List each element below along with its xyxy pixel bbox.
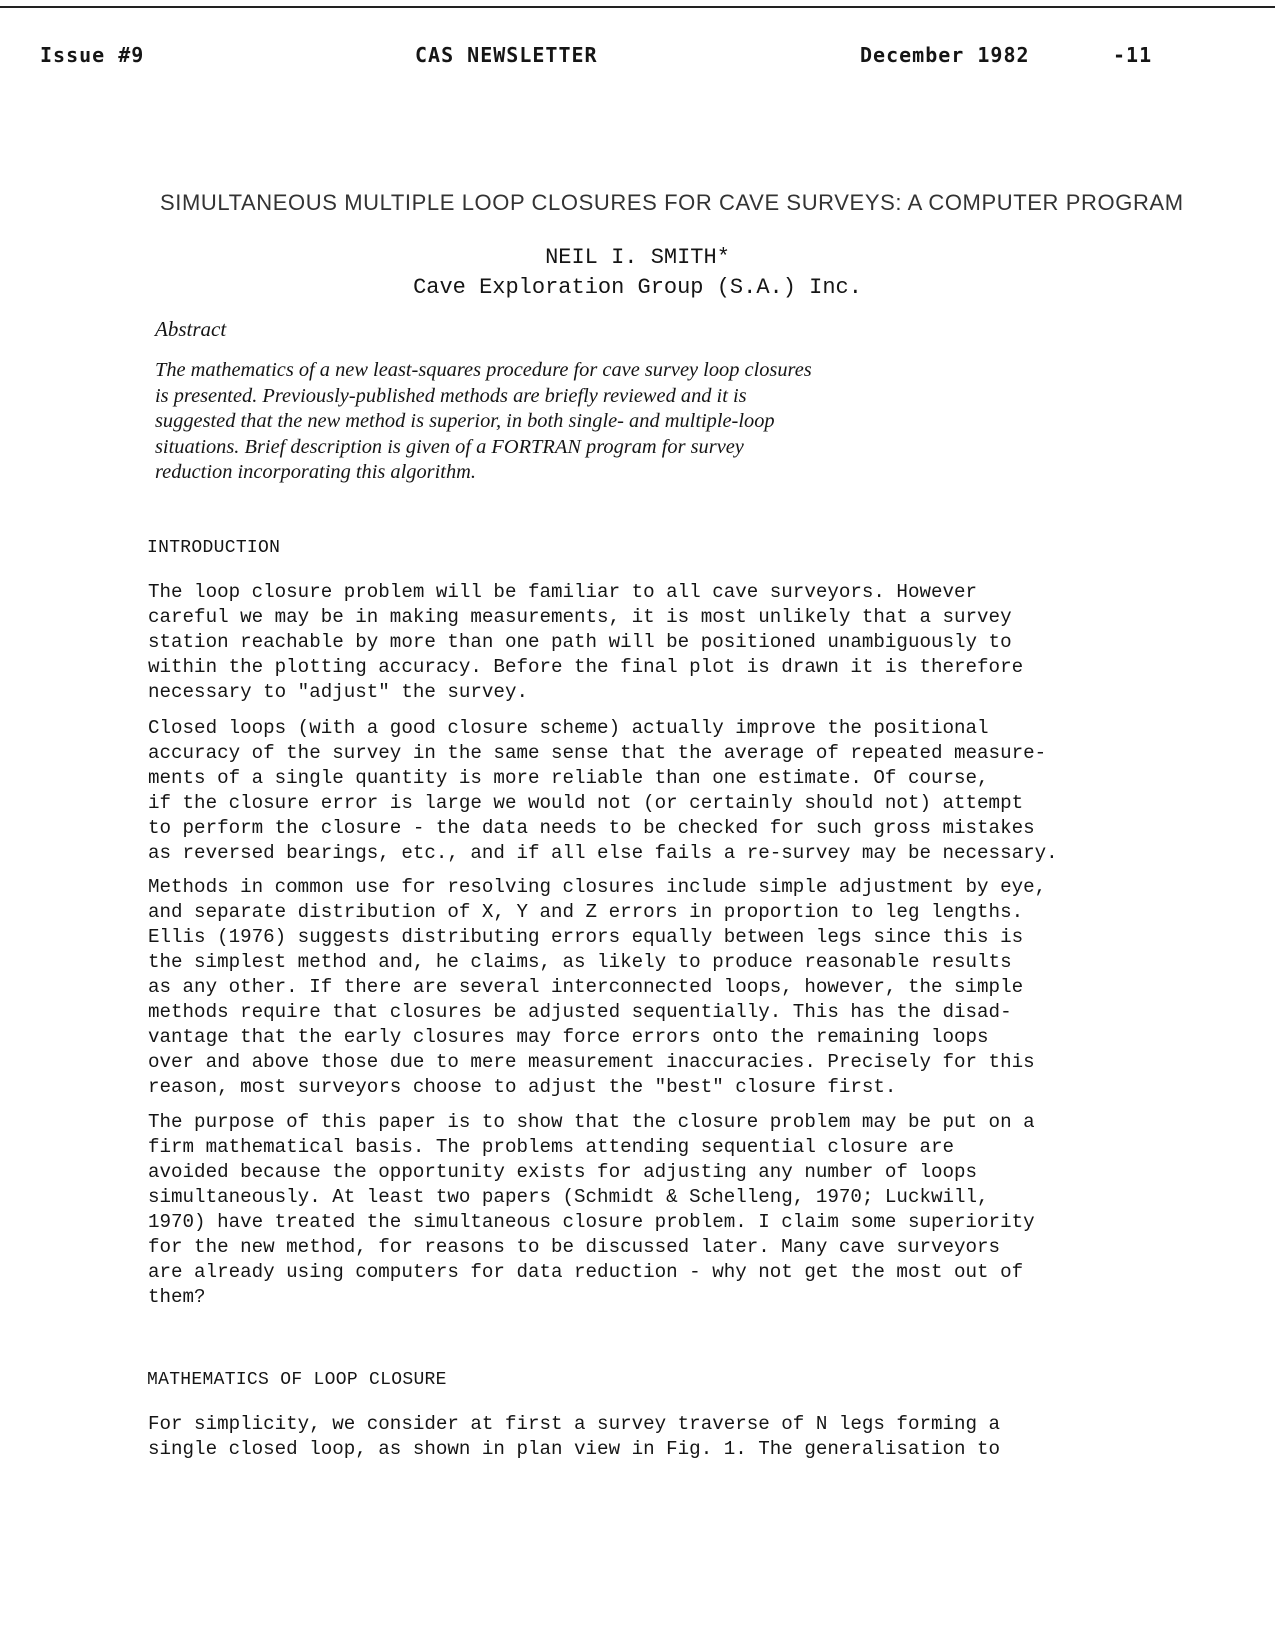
text-line: as any other. If there are several interconnected loops, however, the simple <box>148 976 1024 998</box>
text-line: simultaneously. At least two papers (Schmidt & Schelleng, 1970; Luckwill, <box>148 1186 989 1208</box>
paragraph <box>148 1110 1148 1310</box>
page-header <box>0 43 1275 73</box>
text-line: firm mathematical basis. The problems attending sequential closure are <box>148 1136 955 1158</box>
paragraph <box>148 875 1148 1100</box>
author-affiliation: Cave Exploration Group (S.A.) Inc. <box>413 275 862 300</box>
text-line: is presented. Previously-published methods are briefly reviewed and it is <box>155 384 747 407</box>
text-line: station reachable by more than one path will be positioned unambiguously to <box>148 631 1012 653</box>
text-line: over and above those due to mere measurement inaccuracies. Precisely for this <box>148 1051 1035 1073</box>
text-line: The loop closure problem will be familiar to all cave surveyors. However <box>148 581 978 603</box>
text-line: for the new method, for reasons to be discussed later. Many cave surveyors <box>148 1236 1001 1258</box>
text-line: reason, most surveyors choose to adjust the "best" closure first. <box>148 1076 897 1098</box>
page-number: -11 <box>1113 43 1153 67</box>
text-line: careful we may be in making measurements, it is most unlikely that a survey <box>148 606 1012 628</box>
text-line: For simplicity, we consider at first a survey traverse of N legs forming a <box>148 1413 1001 1435</box>
text-line: Ellis (1976) suggests distributing errors equally between legs since this is <box>148 926 1024 948</box>
text-line: single closed loop, as shown in plan view in Fig. 1. The generalisation to <box>148 1438 1001 1460</box>
paragraph <box>148 1412 1148 1462</box>
text-line: to perform the closure - the data needs to be checked for such gross mistakes <box>148 817 1035 839</box>
text-line: vantage that the early closures may force errors onto the remaining loops <box>148 1026 989 1048</box>
text-line: 1970) have treated the simultaneous closure problem. I claim some superiority <box>148 1211 1035 1233</box>
section-heading-mathematics: MATHEMATICS OF LOOP CLOSURE <box>147 1370 447 1390</box>
abstract-body <box>155 358 1155 486</box>
text-line: avoided because the opportunity exists for adjusting any number of loops <box>148 1161 978 1183</box>
text-line: The mathematics of a new least-squares procedure for cave survey loop closures <box>155 359 812 381</box>
text-line: within the plotting accuracy. Before the final plot is drawn it is therefore <box>148 656 1024 678</box>
section-heading-introduction: INTRODUCTION <box>147 538 281 558</box>
text-line: Methods in common use for resolving closures include simple adjustment by eye, <box>148 876 1047 898</box>
author-name: NEIL I. SMITH* <box>545 245 730 270</box>
text-line: as reversed bearings, etc., and if all else fails a re-survey may be necessary. <box>148 842 1058 864</box>
text-line: if the closure error is large we would not (or certainly should not) attempt <box>148 792 1024 814</box>
article-title: SIMULTANEOUS MULTIPLE LOOP CLOSURES FOR CAVE SURVEYS: A COMPUTER PROGRAM <box>160 190 1184 215</box>
author-block <box>0 243 1275 303</box>
text-line: ments of a single quantity is more reliable than one estimate. Of course, <box>148 767 989 789</box>
text-line: Closed loops (with a good closure scheme) actually improve the positional <box>148 717 989 739</box>
text-line: them? <box>148 1286 206 1308</box>
text-line: methods require that closures be adjusted sequentially. This has the disad- <box>148 1001 1012 1023</box>
text-line: necessary to "adjust" the survey. <box>148 681 528 703</box>
abstract-heading: Abstract <box>155 317 227 341</box>
text-line: suggested that the new method is superior, in both single- and multiple-loop <box>155 410 775 432</box>
newsletter-name: CAS NEWSLETTER <box>415 43 598 67</box>
text-line: the simplest method and, he claims, as likely to produce reasonable results <box>148 951 1012 973</box>
text-line: situations. Brief description is given of a FORTRAN program for survey <box>155 435 744 458</box>
issue-number: Issue #9 <box>40 43 145 67</box>
top-rule <box>0 6 1275 8</box>
text-line: The purpose of this paper is to show that the closure problem may be put on a <box>148 1111 1035 1133</box>
text-line: accuracy of the survey in the same sense that the average of repeated measure- <box>148 742 1047 764</box>
issue-date: December 1982 <box>860 43 1030 67</box>
text-line: and separate distribution of X, Y and Z errors in proportion to leg lengths. <box>148 901 1024 923</box>
text-line: reduction incorporating this algorithm. <box>155 461 476 483</box>
text-line: are already using computers for data reduction - why not get the most out of <box>148 1261 1024 1283</box>
paragraph <box>148 580 1148 705</box>
paragraph <box>148 716 1148 866</box>
